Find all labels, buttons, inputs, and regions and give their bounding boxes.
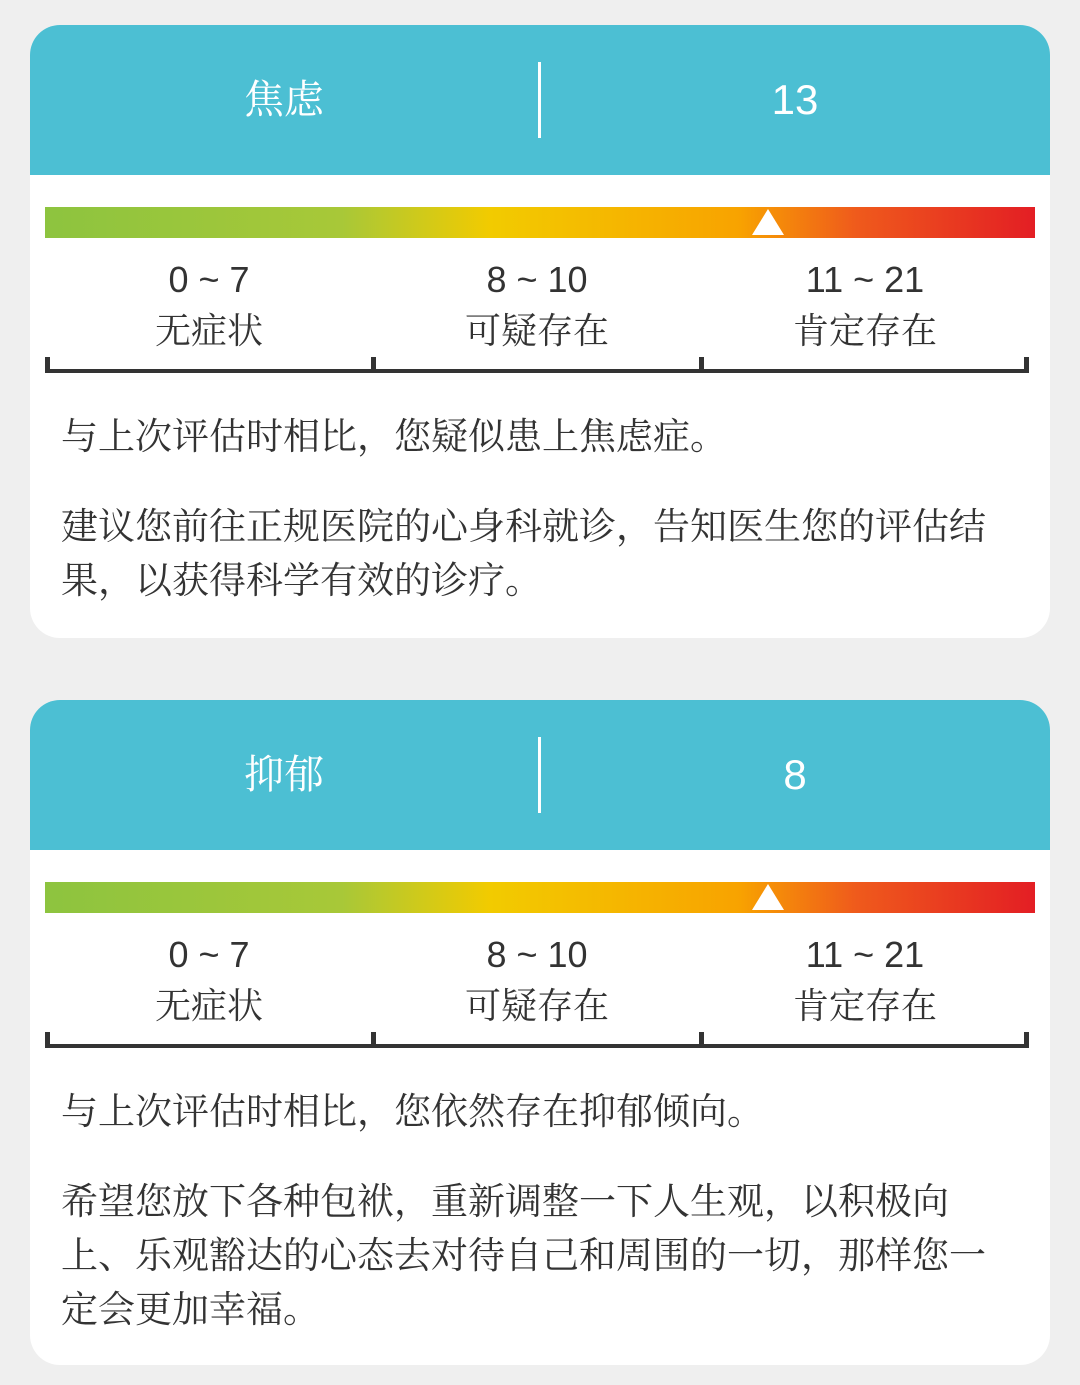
range-value: 11 ~ 21 [805, 259, 925, 300]
range-label: 无症状 [154, 986, 263, 1027]
score-marker-icon [752, 209, 784, 235]
severity-gradient-bar [45, 207, 1035, 238]
depression-card [30, 700, 1050, 1365]
range-value: 0 ~ 7 [168, 934, 250, 975]
range-none [45, 257, 373, 361]
range-suspected [373, 932, 701, 1036]
score-value: 8 [783, 751, 807, 798]
scale-tick [45, 1032, 50, 1048]
range-definite [701, 257, 1029, 361]
summary-text: 与上次评估时相比，您疑似患上焦虑症。 [61, 415, 727, 458]
range-scale-line [45, 365, 1029, 373]
scale-name: 抑郁 [244, 752, 324, 798]
range-suspected [373, 257, 701, 361]
range-scale-line [45, 1040, 1029, 1048]
scale-tick [1024, 357, 1029, 373]
range-value: 8 ~ 10 [486, 259, 588, 300]
anxiety-card [30, 25, 1050, 638]
advice-text: 建议您前往正规医院的心身科就诊，告知医生您的评估结果，以获得科学有效的诊疗。 [61, 505, 986, 602]
scale-tick [699, 357, 704, 373]
scale-name: 焦虑 [244, 77, 324, 123]
range-label: 肯定存在 [792, 986, 937, 1027]
range-label: 可疑存在 [464, 311, 609, 352]
severity-gradient-bar [45, 882, 1035, 913]
range-none [45, 932, 373, 1036]
range-value: 0 ~ 7 [168, 259, 250, 300]
range-definite [701, 932, 1029, 1036]
summary-text: 与上次评估时相比，您依然存在抑郁倾向。 [61, 1090, 764, 1133]
range-label: 无症状 [154, 311, 263, 352]
scale-tick [699, 1032, 704, 1048]
scale-tick [1024, 1032, 1029, 1048]
score-marker-icon [752, 884, 784, 910]
advice-text: 希望您放下各种包袱，重新调整一下人生观，以积极向上、乐观豁达的心态去对待自己和周围的一切，那样您一定会更加幸福。 [61, 1180, 986, 1331]
scale-tick [371, 357, 376, 373]
scale-tick [371, 1032, 376, 1048]
scale-tick [45, 357, 50, 373]
card-header [30, 700, 1050, 850]
range-label: 可疑存在 [464, 986, 609, 1027]
range-label: 肯定存在 [792, 311, 937, 352]
card-header [30, 25, 1050, 175]
range-value: 8 ~ 10 [486, 934, 588, 975]
range-value: 11 ~ 21 [805, 934, 925, 975]
score-value: 13 [771, 76, 819, 123]
